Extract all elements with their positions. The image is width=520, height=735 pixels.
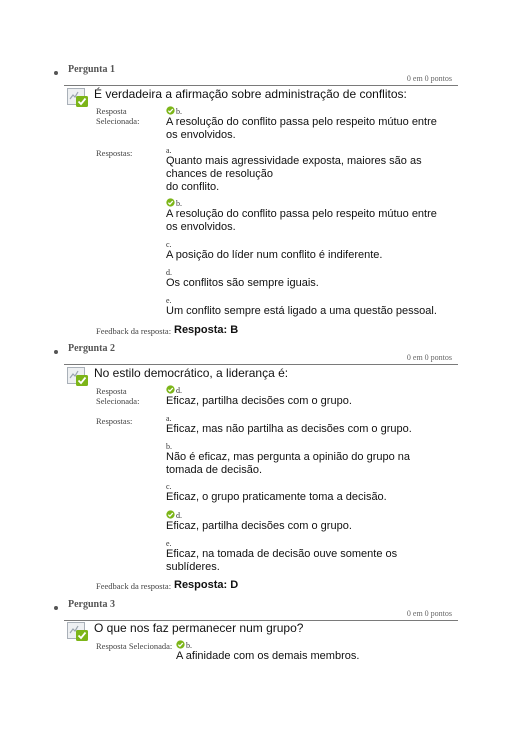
answers-label: Respostas: — [96, 148, 133, 158]
selected-answer-label: Resposta Selecionada: — [96, 641, 173, 651]
feedback-answer: Resposta: B — [174, 324, 239, 336]
feedback-label: Feedback da resposta: — [96, 326, 172, 336]
answer-option-b: b. A resolução do conflito passa pelo respeito mútuo entre os envolvidos. — [166, 199, 437, 233]
correct-check-icon — [166, 385, 175, 394]
question-divider — [64, 85, 458, 86]
correct-check-icon — [166, 106, 175, 115]
selected-answer: b. A resolução do conflito passa pelo respeito mútuo entre os envolvidos. — [166, 107, 437, 141]
answer-option-e: e. Eficaz, na tomada de decisão ouve somente os sublíderes. — [166, 539, 398, 573]
question-points: 0 em 0 pontos — [406, 609, 452, 618]
answer-option-a: a. Eficaz, mas não partilha as decisões com o grupo. — [166, 414, 412, 435]
question-text: O que nos faz permanecer num grupo? — [94, 621, 304, 635]
question-title: Pergunta 1 — [68, 64, 115, 75]
bullet — [54, 350, 58, 354]
answer-option-b: b. Não é eficaz, mas pergunta a opinião do grupo na tomada de decisão. — [166, 442, 410, 476]
question-title: Pergunta 3 — [68, 599, 115, 610]
selected-answer: b. A afinidade com os demais membros. — [176, 641, 360, 662]
correct-check-icon — [176, 640, 185, 649]
question-text: No estilo democrático, a liderança é: — [94, 366, 289, 380]
question-divider — [64, 364, 458, 365]
question-answered-icon — [67, 367, 89, 387]
selected-answer-label: Resposta Selecionada: — [96, 386, 140, 406]
correct-check-icon — [166, 198, 175, 207]
answers-label: Respostas: — [96, 416, 133, 426]
feedback-answer: Resposta: D — [174, 579, 239, 591]
bullet — [54, 71, 58, 75]
answer-option-a: a. Quanto mais agressividade exposta, maiores são as chances de resolução do conflito. — [166, 146, 422, 193]
question-points: 0 em 0 pontos — [406, 353, 452, 362]
correct-check-icon — [166, 510, 175, 519]
question-points: 0 em 0 pontos — [406, 74, 452, 83]
bullet — [54, 606, 58, 610]
question-text: É verdadeira a afirmação sobre administração de conflitos: — [94, 87, 407, 101]
question-answered-icon — [67, 622, 89, 642]
feedback-label: Feedback da resposta: — [96, 581, 172, 591]
answer-option-c: c. A posição do líder num conflito é indiferente. — [166, 240, 383, 261]
question-answered-icon — [67, 88, 89, 108]
answer-option-d: d. Os conflitos são sempre iguais. — [166, 268, 319, 289]
answer-option-c: c. Eficaz, o grupo praticamente toma a decisão. — [166, 482, 387, 503]
selected-answer: d. Eficaz, partilha decisões com o grupo. — [166, 386, 352, 407]
question-title: Pergunta 2 — [68, 343, 115, 354]
answer-option-e: e. Um conflito sempre está ligado a uma questão pessoal. — [166, 296, 437, 317]
selected-answer-label: Resposta Selecionada: — [96, 106, 140, 126]
answer-option-d: d. Eficaz, partilha decisões com o grupo. — [166, 511, 352, 532]
